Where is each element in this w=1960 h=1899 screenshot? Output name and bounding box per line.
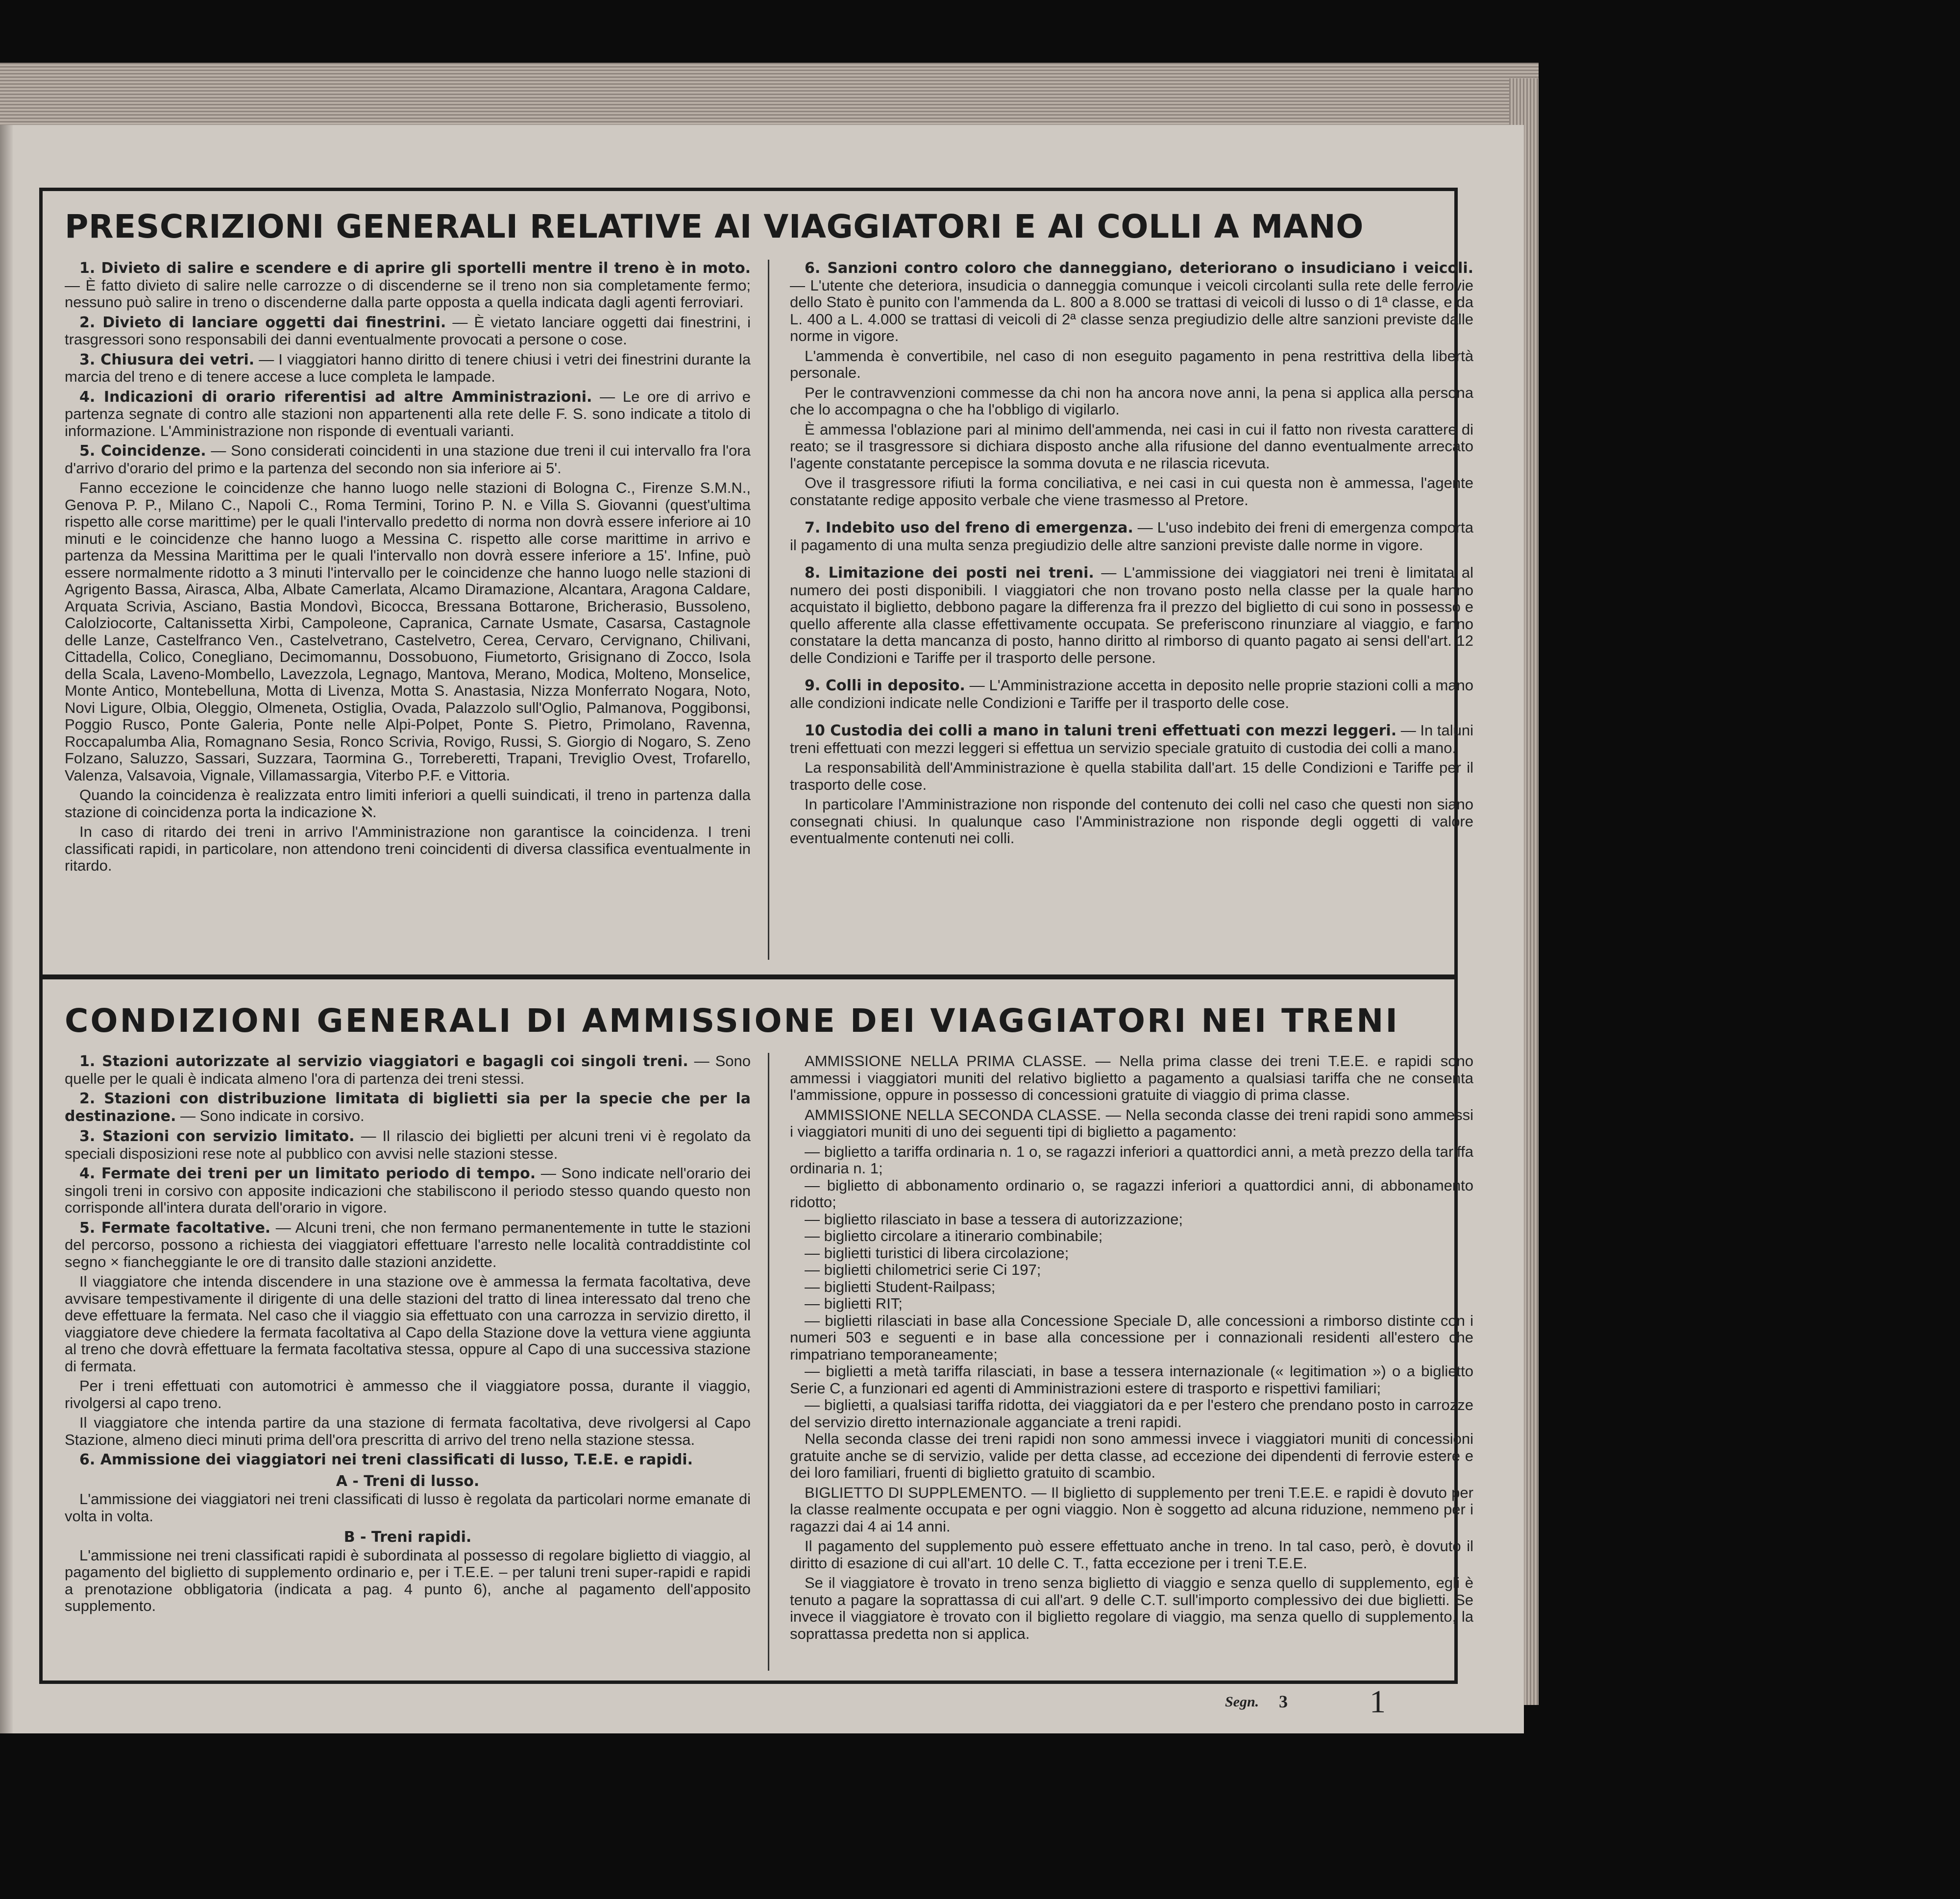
paragraph bbox=[65, 787, 751, 821]
paragraph-text: — Sono indicate in corsivo. bbox=[176, 1107, 365, 1124]
paragraph bbox=[790, 1177, 1473, 1211]
paragraph-text: — biglietto di abbonamento ordinario o, se ragazzi inferiori a quattordici anni, di abbonamento ridotto; bbox=[790, 1176, 1473, 1211]
paragraph-heading: 6. Ammissione dei viaggiatori nei treni classificati di lusso, T.E.E. e rapidi. bbox=[79, 1451, 693, 1468]
paragraph-text: — biglietto rilasciato in base a tessera di autorizzazione; bbox=[805, 1210, 1183, 1228]
paragraph-text: AMMISSIONE NELLA SECONDA CLASSE. — Nella seconda classe dei treni rapidi sono ammessi i viaggiatori muniti di uno dei seguenti tipi di biglietto a pagamento: bbox=[790, 1106, 1473, 1140]
paragraph bbox=[790, 385, 1473, 418]
paragraph bbox=[790, 519, 1473, 554]
paragraph bbox=[65, 1165, 751, 1217]
paragraph bbox=[790, 1262, 1473, 1279]
paragraph bbox=[790, 348, 1473, 382]
column-divider bbox=[768, 260, 769, 960]
paragraph-heading: B - Treni rapidi. bbox=[343, 1529, 472, 1546]
paragraph bbox=[65, 1491, 751, 1525]
paragraph-text: BIGLIETTO DI SUPPLEMENTO. — Il biglietto di supplemento per treni T.E.E. e rapidi è dovuto per la classe realmente occupata e per ogni viaggio. Non è soggetto ad alcuna riduzione, nemmeno per i ragazzi dai 4 ai 14 anni. bbox=[790, 1484, 1473, 1535]
paragraph-heading: 1. Divieto di salire e scendere e di aprire gli sportelli mentre il treno è in moto. bbox=[79, 260, 751, 277]
paragraph-text: Fanno eccezione le coincidenze che hanno luogo nelle stazioni di Bologna C., Firenze S.M.N., Genova P. P., Milano C., Napoli C., Roma Termini, Torino P. N. e Villa S. Giovanni (quest'ultima rispetto alle corse marittime) per le quali l'intervallo predetto di norma non dovrà essere inferiore ai 10 minuti e le coincidenze che hanno luogo a Messina C. rispetto alle corse marittime in arrivo e partenza da Messina Marittima per le quali l'intervallo non dovrà essere inferiore a 15'. Infine, può essere normalmente ridotto a 3 minuti l'intervallo per le coincidenze che hanno luogo nelle stazioni di Agrigento Bassa, Airasca, Alba, Albate Camerlata, Alcamo Diramazione, Alcantara, Aragona Caldare, Arquata Scrivia, Asciano, Bastia Mondovì, Bicocca, Bressana Bottarone, Bricherasio, Bussoleno, Calolziocorte, Caltanissetta Xirbi, Campoleone, Capranica, Carnate Usmate, Casarsa, Castagnole delle Lanze, Castelfranco Ven., Castelvetrano, Castelvetro, Cerea, Cervaro, Cervignano, Chilivani, Cittadella, Colico, Conegliano, Decimomannu, Dossobuono, Fiumetorto, Grisignano di Zocco, Isola della Scala, Laveno-Mombello, Lavezzola, Legnago, Mantova, Merano, Modica, Molteno, Monselice, Monte Antico, Montebelluna, Motta di Livenza, Motta S. Anastasia, Nizza Monferrato Nogara, Noto, Novi Ligure, Olbia, Oleggio, Olmeneta, Ostiglia, Ovada, Palazzolo sull'Oglio, Palmanova, Poggibonsi, Poggio Rusco, Ponte Galeria, Ponte nelle Alpi-Polpet, Ponte S. Pietro, Primolano, Ravenna, Roccapalumba Alia, Romagnano Sesia, Ronco Scrivia, Rovigo, Russi, S. Giorgio di Nogaro, S. Zeno Folzano, Saluzzo, Sassari, Suzzara, Taormina G., Torreberetti, Trapani, Treviglio Ovest, Trofarello, Valenza, Valsavoia, Vignale, Villamassargia, Viterbo P.F. e Vittoria. bbox=[65, 479, 751, 784]
section-prescrizioni-right-column bbox=[790, 260, 1473, 965]
paragraph-text: — biglietto a tariffa ordinaria n. 1 o, se ragazzi inferiori a quattordici anni, a metà prezzo della tariffa ordinaria n. 1; bbox=[790, 1143, 1473, 1177]
paragraph-text: Ove il trasgressore rifiuti la forma conciliativa, e nei casi in cui questa non è ammessa, l'agente constatante redige apposito verbale che viene trasmesso al Pretore. bbox=[790, 474, 1473, 509]
paragraph-text: È ammessa l'oblazione pari al minimo dell'ammenda, nei casi in cui il fatto non rivesta carattere di reato; se il trasgressore si dichiara disposto anche alla rifusione del danno eventualmente arrecato l'agente constatante percepisce la somma dovuta e ne rilascia ricevuta. bbox=[790, 420, 1473, 472]
paragraph-text: — biglietti, a qualsiasi tariffa ridotta, dei viaggiatori da e per l'estero che prendano posto in carrozze del servizio diretto internazionale agganciate a treni rapidi. bbox=[790, 1396, 1473, 1431]
paragraph-text: — biglietti RIT; bbox=[805, 1295, 903, 1312]
paragraph-text: L'ammissione nei treni classificati rapidi è subordinata al possesso di regolare biglietto di viaggio, al pagamento del biglietto di supplemento ordinario e, per i T.E.E. – per taluni treni super-rapidi e rapidi a prenotazione obbligatoria (indicata a pag. 4 punto 6), anche al pagamento dell'apposito supplemento. bbox=[65, 1546, 751, 1614]
paragraph bbox=[790, 1431, 1473, 1482]
paragraph-text: Per le contravvenzioni commesse da chi non ha ancora nove anni, la pena si applica alla persona che lo accompagna o che ha l'obbligo di vigilarlo. bbox=[790, 384, 1473, 418]
paragraph-text: In particolare l'Amministrazione non risponde del contenuto dei colli nel caso che questi non siano consegnati chiusi. In qualunque caso l'Amministrazione non risponde degli oggetti di valore eventualmente contenuti nei colli. bbox=[790, 796, 1473, 847]
section-condizioni-title: CONDIZIONI GENERALI DI AMMISSIONE DEI VIAGGIATORI NEI TRENI bbox=[65, 1002, 1399, 1040]
paragraph-text: — È vietato lanciare oggetti dai finestrini, i trasgressori sono responsabili dei danni eventualmente provocati a persone o cose. bbox=[65, 313, 751, 348]
section-prescrizioni-title: PRESCRIZIONI GENERALI RELATIVE AI VIAGGIATORI E AI COLLI A MANO bbox=[65, 208, 1364, 245]
sheet-number: 1 bbox=[1370, 1684, 1386, 1720]
paragraph bbox=[790, 1144, 1473, 1177]
paragraph bbox=[790, 796, 1473, 847]
paragraph bbox=[65, 1547, 751, 1615]
paragraph bbox=[790, 677, 1473, 711]
paragraph-text: — Sono quelle per le quali è indicata almeno l'ora di partenza dei treni stessi. bbox=[65, 1053, 751, 1087]
page-curl bbox=[0, 125, 13, 1733]
paragraph bbox=[65, 480, 751, 784]
paragraph-text: La responsabilità dell'Amministrazione è quella stabilita dall'art. 15 delle Condizioni e Tariffe per il trasporto delle cose. bbox=[790, 759, 1473, 793]
paragraph bbox=[65, 1128, 751, 1162]
paragraph bbox=[65, 314, 751, 348]
paragraph-heading: A - Treni di lusso. bbox=[336, 1472, 480, 1490]
paragraph-heading: 6. Sanzioni contro coloro che danneggiano, deteriorano o insudiciano i veicoli. bbox=[805, 260, 1473, 277]
paragraph bbox=[65, 260, 751, 311]
paragraph-text: — Le ore di arrivo e partenza segnate di contro alle stazioni non appartenenti alla rete delle F. S. sono indicate a titolo di informazione. L'Amministrazione non risponde di eventuali varianti. bbox=[65, 388, 751, 439]
signature-number: 3 bbox=[1279, 1692, 1288, 1711]
paragraph-text: In caso di ritardo dei treni in arrivo l'Amministrazione non garantisce la coincidenza. I treni classificati rapidi, in particolare, non attendono treni coincidenti di diversa classifica eventualmente in ritardo. bbox=[65, 823, 751, 874]
paragraph-text: — L'Amministrazione accetta in deposito nelle proprie stazioni colli a mano alle condizioni indicate nelle Condizioni e Tariffe per il trasporto delle cose. bbox=[790, 677, 1473, 711]
paragraph-heading: 3. Stazioni con servizio limitato. bbox=[79, 1128, 355, 1145]
section-condizioni-left-column bbox=[65, 1053, 751, 1672]
paragraph bbox=[65, 1414, 751, 1448]
paragraph-heading: 9. Colli in deposito. bbox=[805, 677, 965, 694]
paragraph-heading: 4. Fermate dei treni per un limitato periodo di tempo. bbox=[79, 1165, 536, 1182]
paragraph bbox=[790, 1485, 1473, 1535]
paragraph bbox=[65, 1090, 751, 1125]
paragraph-text: — L'ammissione dei viaggiatori nei treni è limitata al numero dei posti disponibili. I viaggiatori che non trovano posto nella classe per la quale hanno acquistato il biglietto, debbono pagare la differenza fra il prezzo del biglietto di cui sono in possesso e quello afferente alla classe effettivamente occupata. Se preferiscono rinunziare al viaggio, e fanno constatare la detta mancanza di posto, hanno diritto al rimborso di quanto pagato ai sensi dell'art. 12 delle Condizioni e Tariffe per il trasporto delle persone. bbox=[790, 564, 1473, 666]
paragraph-text: AMMISSIONE NELLA PRIMA CLASSE. — Nella prima classe dei treni T.E.E. e rapidi sono ammessi i viaggiatori muniti del relativo biglietto a pagamento a qualsiasi tariffa che ne consenta l'ammissione, oppure in possesso di concessioni gratuite di viaggio di prima classe. bbox=[790, 1053, 1473, 1103]
paragraph-text: Il viaggiatore che intenda partire da una stazione di fermata facoltativa, deve rivolgersi al Capo Stazione, almeno dieci minuti prima dell'ora prescritta di arrivo del treno nella stazione stessa. bbox=[65, 1414, 751, 1448]
paragraph-text: — I viaggiatori hanno diritto di tenere chiusi i vetri dei finestrini durante la marcia del treno e di tenere accese a luce completa le lampade. bbox=[65, 350, 751, 385]
paragraph-text: Per i treni effettuati con automotrici è ammesso che il viaggiatore possa, durante il viaggio, rivolgersi al capo treno. bbox=[65, 1377, 751, 1412]
paragraph-heading: 10 Custodia dei colli a mano in taluni treni effettuati con mezzi leggeri. bbox=[805, 722, 1397, 739]
paragraph bbox=[65, 824, 751, 875]
paragraph bbox=[65, 1473, 751, 1490]
paragraph bbox=[65, 389, 751, 440]
paragraph bbox=[790, 1397, 1473, 1431]
paragraph-text: L'ammenda è convertibile, nel caso di non eseguito pagamento in pena restrittiva della libertà personale. bbox=[790, 347, 1473, 381]
paragraph bbox=[790, 1228, 1473, 1245]
paragraph-heading: 1. Stazioni autorizzate al servizio viaggiatori e bagagli coi singoli treni. bbox=[79, 1053, 688, 1070]
paragraph-text: — In taluni treni effettuati con mezzi leggeri si effettua un servizio speciale gratuito di custodia dei colli a mano. bbox=[790, 722, 1473, 756]
paragraph-text: — biglietti turistici di libera circolazione; bbox=[805, 1244, 1069, 1262]
paragraph bbox=[790, 1538, 1473, 1572]
paragraph bbox=[65, 351, 751, 386]
paragraph-heading: 8. Limitazione dei posti nei treni. bbox=[805, 564, 1094, 582]
paragraph bbox=[790, 421, 1473, 472]
paragraph-text: — Alcuni treni, che non fermano permanentemente in tutte le stazioni del percorso, possono a richiesta dei viaggiatori effettuare l'arresto nelle località contraddistinte col segno × fiancheggiante le ore di transito dalle stazioni anzidette. bbox=[65, 1218, 751, 1270]
column-divider bbox=[768, 1053, 769, 1671]
paragraph bbox=[65, 442, 751, 477]
paragraph-text: — Sono indicate nell'orario dei singoli treni in corsivo con apposite indicazioni che stabiliscono il periodo stesso quando questo non corrisponde all'intera durata dell'orario in vigore. bbox=[65, 1165, 751, 1216]
paragraph bbox=[790, 1313, 1473, 1363]
paragraph bbox=[65, 1529, 751, 1546]
paragraph-text: Il viaggiatore che intenda discendere in una stazione ove è ammessa la fermata facoltativa, deve avvisare tempestivamente il dirigente di una delle stazioni del tratto di linea interessato dal treno che deve effettuare la fermata. Nel caso che il viaggio sia effettuato con una carrozza in servizio diretto, il viaggiatore deve chiedere la fermata facoltativa al Capo della Stazione dove la vettura viene aggiunta al treno che dovrà effettuare la fermata facoltativa stessa, oppure al Capo di una successiva stazione di fermata. bbox=[65, 1273, 751, 1375]
paragraph bbox=[65, 1451, 751, 1469]
paragraph-text: Se il viaggiatore è trovato in treno senza biglietto di viaggio e senza quello di supplemento, egli è tenuto a pagare la soprattassa di cui all'art. 9 delle C.T. sull'importo complessivo dei due biglietti. Se invece il viaggiatore è trovato con il biglietto regolare di viaggio, ma senza quello di supplemento, la soprattassa predetta non si applica. bbox=[790, 1574, 1473, 1642]
paragraph-text: — Sono considerati coincidenti in una stazione due treni il cui intervallo fra l'ora d'arrivo d'orario del primo e la partenza del secondo non sia inferiore ai 5'. bbox=[65, 442, 751, 477]
paragraph bbox=[790, 1211, 1473, 1228]
paragraph bbox=[790, 759, 1473, 793]
paragraph-text: — Il rilascio dei biglietti per alcuni treni vi è regolato da speciali disposizioni rese note al pubblico con avvisi nelle stazioni stesse. bbox=[65, 1127, 751, 1162]
paragraph-text: — biglietti Student-Railpass; bbox=[805, 1278, 996, 1295]
paragraph-text: L'ammissione dei viaggiatori nei treni classificati di lusso è regolata da particolari norme emanate di volta in volta. bbox=[65, 1490, 751, 1525]
section-prescrizioni bbox=[39, 188, 1473, 978]
paragraph-text: — biglietti chilometrici serie Ci 197; bbox=[805, 1261, 1041, 1278]
paragraph bbox=[65, 1273, 751, 1375]
paragraph bbox=[790, 1053, 1473, 1104]
paragraph bbox=[790, 1363, 1473, 1397]
paragraph-text: Nella seconda classe dei treni rapidi non sono ammessi invece i viaggiatori muniti di concessioni gratuite anche se di servizio, valide per detta classe, ad eccezione dei dipendenti di ferrovie estere e dei loro familiari, fruenti di biglietto gratuito di scambio. bbox=[790, 1430, 1473, 1481]
paragraph bbox=[65, 1378, 751, 1412]
paragraph bbox=[65, 1053, 751, 1087]
paragraph-text: Il pagamento del supplemento può essere effettuato anche in treno. In tal caso, però, è dovuto il diritto di esazione di cui all'art. 10 delle C. T., fatta eccezione per i treni T.E.E. bbox=[790, 1537, 1473, 1572]
paragraph-heading: 2. Stazioni con distribuzione limitata di biglietti sia per la specie che per la destinazione. bbox=[65, 1090, 751, 1125]
paragraph-text: — biglietti rilasciati in base alla Concessione Speciale D, alle concessioni a rimborso distinte con i numeri 503 e seguenti e in base alla concessione per i connazionali residenti all'estero che rimpatriano temporaneamente; bbox=[790, 1312, 1473, 1363]
paragraph-text: — biglietti a metà tariffa rilasciati, in base a tessera internazionale (« legitimation ») o a biglietto Serie C, a funzionari ed agenti di Amministrazioni estere di trasporto e rispettivi familiari; bbox=[790, 1363, 1473, 1397]
paragraph bbox=[790, 475, 1473, 509]
paragraph-text: — È fatto divieto di salire nelle carrozze o di discenderne se il treno non sia completamente fermo; nessuno può salire in treno o discenderne dalla parte opposta a quella indicata dagli agenti ferroviari. bbox=[65, 276, 751, 311]
paragraph bbox=[790, 1575, 1473, 1642]
paragraph-heading: 4. Indicazioni di orario riferentisi ad altre Amministrazioni. bbox=[79, 388, 592, 406]
paragraph-heading: 3. Chiusura dei vetri. bbox=[79, 351, 255, 368]
paragraph bbox=[65, 1219, 751, 1271]
section-condizioni bbox=[39, 976, 1473, 1684]
paragraph-heading: 5. Fermate facoltative. bbox=[79, 1219, 271, 1237]
paragraph bbox=[790, 1295, 1473, 1313]
section-condizioni-right-column bbox=[790, 1053, 1473, 1672]
paragraph bbox=[790, 260, 1473, 345]
paragraph-text: — L'uso indebito dei freni di emergenza comporta il pagamento di una multa senza pregiudizio delle altre sanzioni previste dalle norme in vigore. bbox=[790, 519, 1473, 554]
paragraph-heading: 2. Divieto di lanciare oggetti dai finestrini. bbox=[79, 314, 446, 331]
paragraph bbox=[790, 1279, 1473, 1296]
paragraph bbox=[790, 1107, 1473, 1141]
signature-label: Segn. bbox=[1225, 1694, 1259, 1710]
paragraph bbox=[790, 1245, 1473, 1262]
paragraph-text: — biglietto circolare a itinerario combinabile; bbox=[805, 1227, 1103, 1244]
section-prescrizioni-left-column bbox=[65, 260, 751, 965]
paragraph-text: — L'utente che deteriora, insudicia o danneggia comunque i veicoli circolanti sulla rete delle ferrovie dello Stato è punito con l'ammenda da L. 800 a 8.000 se trattasi di veicoli di lusso o di 1ª classe, e da L. 400 a L. 4.000 se trattasi di veicoli di 2ª classe senza pregiudizio delle altre sanzioni previste dalle norme in vigore. bbox=[790, 276, 1473, 344]
paragraph-heading: 7. Indebito uso del freno di emergenza. bbox=[805, 519, 1133, 536]
paragraph-text: Quando la coincidenza è realizzata entro limiti inferiori a quelli suindicati, il treno in partenza dalla stazione di coincidenza porta la indicazione ℵ. bbox=[65, 786, 751, 821]
paragraph-heading: 5. Coincidenze. bbox=[79, 442, 206, 460]
paragraph bbox=[790, 564, 1473, 666]
paragraph bbox=[790, 722, 1473, 756]
